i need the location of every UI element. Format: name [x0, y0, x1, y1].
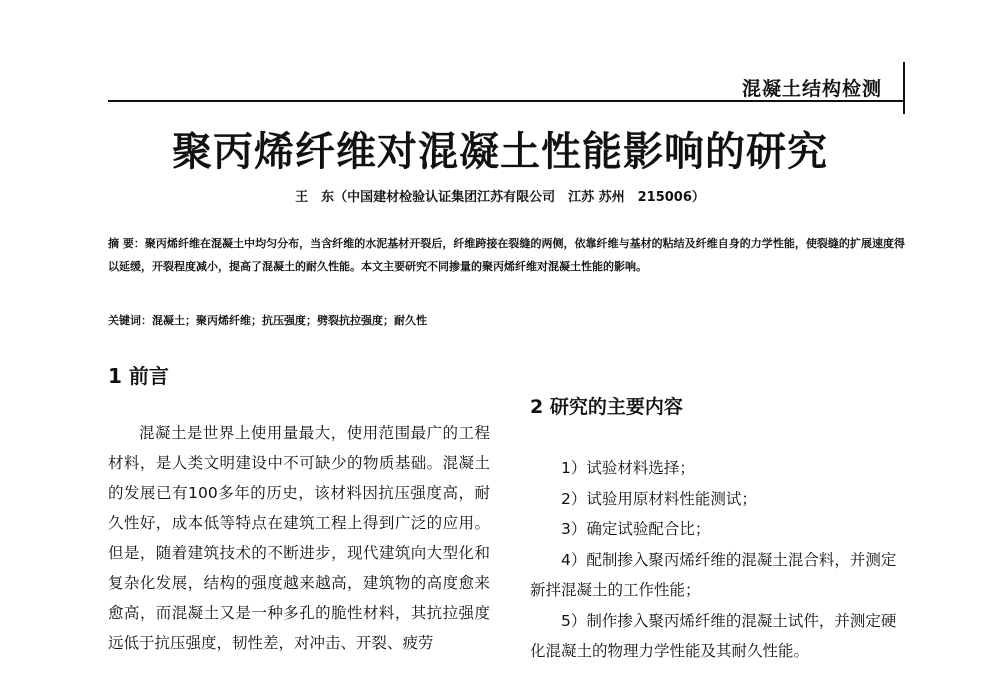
list-item: 3）确定试验配合比；: [561, 520, 711, 538]
list-item: 1）试验材料选择；: [561, 459, 695, 477]
list-item: 4）配制掺入聚丙烯纤维的混凝土混合料，并测定新拌混凝土的工作性能；: [530, 550, 897, 599]
journal-section-tag: 混凝土结构检测: [741, 78, 882, 100]
abstract-label: 摘 要：: [108, 237, 145, 250]
section-2-list: [530, 453, 906, 667]
keywords-label: 关键词：: [108, 314, 152, 327]
abstract: [108, 232, 905, 278]
abstract-text: 聚丙烯纤维在混凝土中均匀分布，当含纤维的水泥基材开裂后，纤维跨接在裂缝的两侧，依靠纤维与基材的粘结及纤维自身的力学性能，使裂缝的扩展速度得以延缓，开裂程度减小，提高了混凝土的耐久性能。本文主要研究不同掺量的聚丙烯纤维对混凝土性能的影响。: [108, 237, 905, 273]
section-2-heading: 2 研究的主要内容: [530, 396, 683, 418]
author-affiliation: 王 东（中国建材检验认证集团江苏有限公司 江苏 苏州 215006）: [295, 190, 705, 205]
list-item: 2）试验用原材料性能测试；: [561, 489, 757, 508]
section-1-heading: 1 前言: [108, 364, 169, 388]
paper-title: 聚丙烯纤维对混凝土性能影响的研究: [172, 129, 828, 175]
section-1-paragraph: 混凝土是世界上使用量最大，使用范围最广的工程材料，是人类文明建设中不可缺少的物质基础。混凝土的发展已有100多年的历史，该材料因抗压强度高，耐久性好，成本低等特点在建筑工程上得到广泛的应用。但是，随着建筑技术的不断进步，现代建筑向大型化和复杂化发展，结构的强度越来越高，建筑物的高度愈来愈高，而混凝土又是一种多孔的脆性材料，其抗拉强度远低于抗压强度，韧性差，对冲击、开裂、疲劳: [108, 424, 490, 652]
header-vertical-bar: [903, 62, 905, 114]
keywords: [108, 309, 905, 332]
keywords-text: 混凝土；聚丙烯纤维；抗压强度；劈裂抗拉强度；耐久性: [152, 314, 427, 327]
section-1-body: [108, 418, 490, 658]
list-item: 5）制作掺入聚丙烯纤维的混凝土试件，并测定硬化混凝土的物理力学性能及其耐久性能。: [530, 611, 897, 660]
header-rule: [108, 100, 905, 102]
